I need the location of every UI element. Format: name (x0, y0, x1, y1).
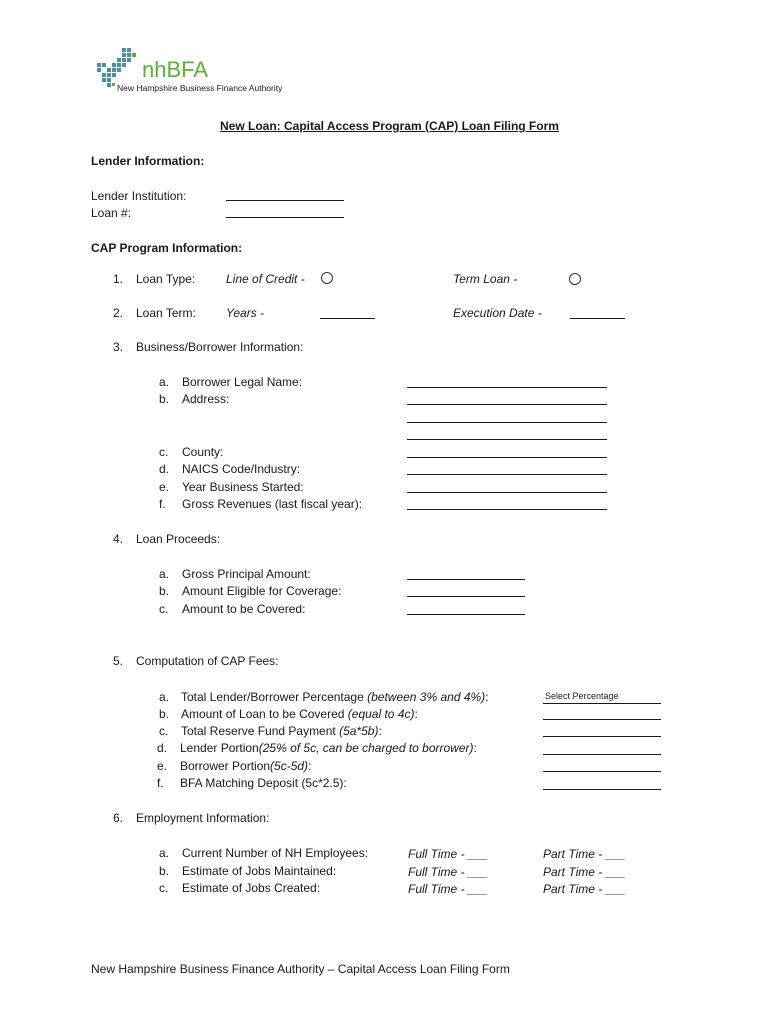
lender-institution-field[interactable] (226, 200, 344, 201)
line-of-credit-radio[interactable] (321, 272, 333, 284)
q6c-letter: c. (159, 881, 169, 895)
address-label: Address: (182, 392, 230, 406)
q3f-letter: f. (159, 497, 166, 511)
q5e-note: (5c-5d) (270, 759, 309, 773)
loan-number-label: Loan #: (91, 206, 132, 220)
q5c-text: Total Reserve Fund Payment (181, 724, 340, 738)
q3b-letter: b. (159, 392, 170, 406)
q5-label: Computation of CAP Fees: (136, 654, 279, 668)
page-footer: New Hampshire Business Finance Authority – Capital Access Loan Filing Form (91, 962, 510, 976)
q5a-suffix: : (485, 690, 489, 704)
q5c-label (181, 724, 382, 738)
term-loan-radio[interactable] (569, 273, 581, 285)
cap-heading: CAP Program Information: (91, 241, 243, 255)
term-loan-label: Term Loan - (453, 272, 518, 286)
borrower-name-field[interactable] (407, 387, 607, 388)
q2-label: Loan Term: (136, 306, 196, 320)
q6c-part-time-field[interactable]: Part Time - ___ (543, 882, 626, 896)
q5e-text: Borrower Portion (180, 759, 271, 773)
gross-revenues-label: Gross Revenues (last fiscal year): (182, 497, 363, 511)
q6a-part-time-field[interactable]: Part Time - ___ (543, 847, 626, 861)
q6b-full-time-field[interactable]: Full Time - ___ (408, 865, 488, 879)
borrower-name-label: Borrower Legal Name: (182, 375, 303, 389)
q6a-full-time-field[interactable]: Full Time - ___ (408, 847, 488, 861)
gross-revenues-field[interactable] (407, 509, 607, 510)
years-field[interactable] (320, 318, 375, 319)
q6c-label: Estimate of Jobs Created: (182, 881, 321, 895)
q6-number: 6. (113, 811, 124, 825)
q6c-full-time-field[interactable]: Full Time - ___ (408, 882, 488, 896)
q3c-letter: c. (159, 445, 169, 459)
q3-label: Business/Borrower Information: (136, 340, 304, 354)
logo-subtitle: New Hampshire Business Finance Authority (117, 83, 283, 93)
q5c-field[interactable] (543, 736, 661, 737)
q5b-note: (equal to 4c) (347, 707, 415, 721)
q5d-note: (25% of 5c, can be charged to borrower) (258, 741, 474, 755)
q3-number: 3. (113, 340, 124, 354)
address-field-line-3[interactable] (407, 439, 607, 440)
amount-eligible-label: Amount Eligible for Coverage: (182, 584, 342, 598)
q5e-label (180, 759, 311, 773)
q6b-label: Estimate of Jobs Maintained: (182, 864, 337, 878)
form-title: New Loan: Capital Access Program (CAP) Loan Filing Form (220, 119, 559, 133)
county-field[interactable] (407, 457, 607, 458)
q5b-suffix: : (414, 707, 418, 721)
gross-principal-label: Gross Principal Amount: (182, 567, 311, 581)
year-started-label: Year Business Started: (182, 480, 304, 494)
years-label: Years - (226, 306, 265, 320)
q4-number: 4. (113, 532, 124, 546)
line-of-credit-label: Line of Credit - (226, 272, 305, 286)
q5d-suffix: : (473, 741, 477, 755)
q5a-text: Total Lender/Borrower Percentage (181, 690, 368, 704)
q2-number: 2. (113, 306, 124, 320)
address-field-line-2[interactable] (407, 422, 607, 423)
q5b-field[interactable] (543, 719, 661, 720)
q5f-letter: f. (157, 776, 164, 790)
address-field-line-1[interactable] (407, 404, 607, 405)
loan-number-field[interactable] (226, 217, 344, 218)
execution-date-label: Execution Date - (453, 306, 542, 320)
execution-date-field[interactable] (570, 318, 625, 319)
q6a-letter: a. (159, 846, 170, 860)
q6b-letter: b. (159, 864, 170, 878)
q5c-suffix: : (378, 724, 382, 738)
q6b-part-time-field[interactable]: Part Time - ___ (543, 865, 626, 879)
q6-label: Employment Information: (136, 811, 270, 825)
gross-principal-field[interactable] (407, 579, 525, 580)
q5d-text: Lender Portion (180, 741, 259, 755)
q5c-letter: c. (159, 724, 169, 738)
lender-heading: Lender Information: (91, 154, 205, 168)
naics-field[interactable] (407, 474, 607, 475)
q5e-letter: e. (157, 759, 168, 773)
q4b-letter: b. (159, 584, 170, 598)
lender-institution-label: Lender Institution: (91, 189, 187, 203)
percentage-select-value: Select Percentage (545, 691, 619, 701)
q3d-letter: d. (159, 462, 170, 476)
q5f-field[interactable] (543, 789, 661, 790)
naics-label: NAICS Code/Industry: (182, 462, 301, 476)
q5b-text: Amount of Loan to be Covered (181, 707, 348, 721)
q5c-note: (5a*5b) (339, 724, 379, 738)
q5d-field[interactable] (543, 754, 661, 755)
q5a-note: (between 3% and 4%) (367, 690, 486, 704)
q4-label: Loan Proceeds: (136, 532, 221, 546)
amount-eligible-field[interactable] (407, 596, 525, 597)
q5d-letter: d. (157, 741, 168, 755)
q5f-label: BFA Matching Deposit (5c*2.5): (180, 776, 347, 790)
q4a-letter: a. (159, 567, 170, 581)
q1-number: 1. (113, 272, 124, 286)
percentage-select[interactable] (543, 690, 661, 704)
county-label: County: (182, 445, 224, 459)
q5b-letter: b. (159, 707, 170, 721)
year-started-field[interactable] (407, 492, 607, 493)
amount-covered-field[interactable] (407, 614, 525, 615)
q5a-letter: a. (159, 690, 170, 704)
amount-covered-label: Amount to be Covered: (182, 602, 306, 616)
q5-number: 5. (113, 654, 124, 668)
q3a-letter: a. (159, 375, 170, 389)
q5e-suffix: : (308, 759, 312, 773)
q5d-label (180, 741, 477, 755)
q5b-label (181, 707, 418, 721)
logo-text: nhBFA (142, 57, 209, 82)
q6a-label: Current Number of NH Employees: (182, 846, 369, 860)
q4c-letter: c. (159, 602, 169, 616)
q1-label: Loan Type: (136, 272, 196, 286)
q5e-field[interactable] (543, 771, 661, 772)
q3e-letter: e. (159, 480, 170, 494)
q5a-label (181, 690, 489, 704)
